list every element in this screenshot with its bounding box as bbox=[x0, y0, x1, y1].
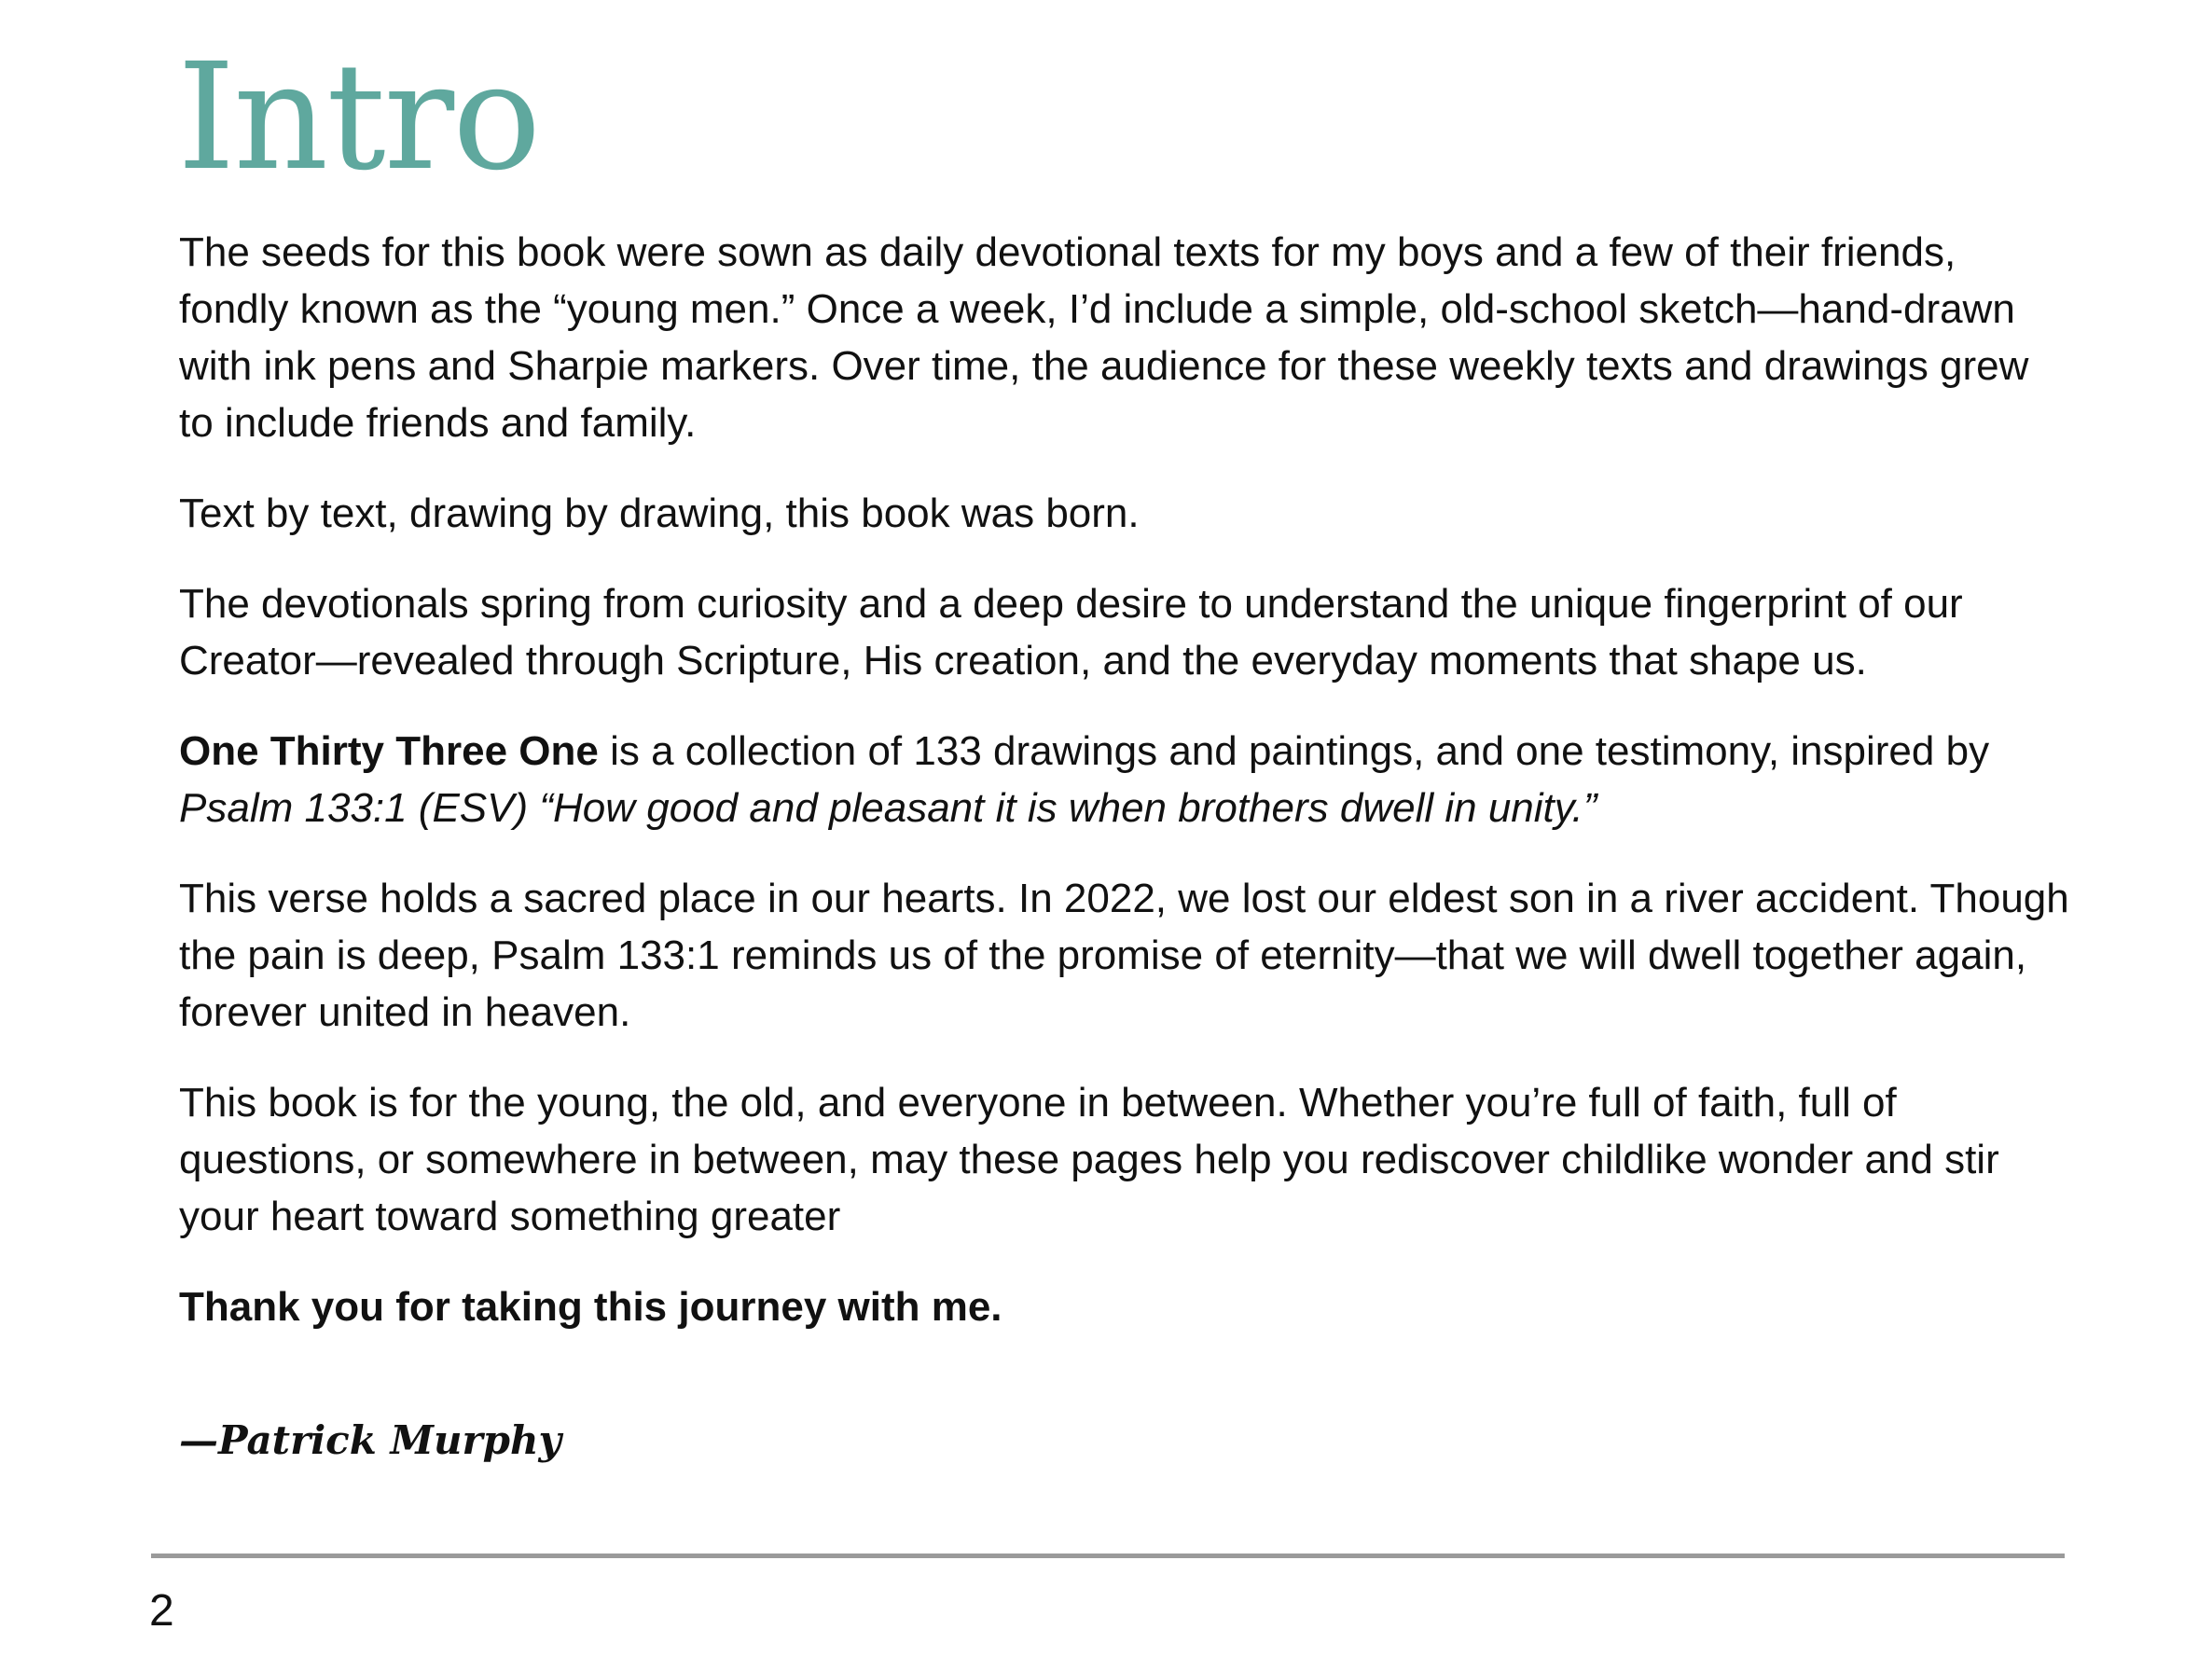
collection-text: is a collection of 133 drawings and paintings, and one testimony, inspired by bbox=[598, 728, 1990, 774]
paragraph-seeds: The seeds for this book were sown as daily devotional texts for my boys and a few of their friends, fondly known as the “young men.” Once a week, I’d include a simple, old-school sketch—hand-drawn with ink pens and Sharpie markers. Over time, the audience for these weekly texts and drawings grew to include friends and family. bbox=[179, 229, 2029, 446]
paragraph-born: Text by text, drawing by drawing, this book was born. bbox=[179, 490, 1140, 536]
paragraph-devotionals: The devotionals spring from curiosity and a deep desire to understand the unique fingerprint of our Creator—revealed through Scripture, His creation, and the everyday moments that shape us. bbox=[179, 581, 1963, 684]
closing-line: Thank you for taking this journey with me. bbox=[179, 1284, 1002, 1330]
paragraph-verse-meaning: This verse holds a sacred place in our hearts. In 2022, we lost our eldest son in a river accident. Though the pain is deep, Psalm 133:1 reminds us of the promise of eternity—that we will dwell together again, forever united in heaven. bbox=[179, 876, 2069, 1035]
paragraph-audience: This book is for the young, the old, and everyone in between. Whether you’re full of faith, full of questions, or somewhere in between, may these pages help you rediscover childlike wonder and stir your heart toward something greater bbox=[179, 1080, 1999, 1239]
page-number: 2 bbox=[149, 1586, 174, 1636]
intro-body bbox=[179, 224, 2072, 1369]
paragraph-collection bbox=[179, 723, 2072, 836]
footer-divider bbox=[151, 1554, 2065, 1558]
verse-quote: Psalm 133:1 (ESV) “How good and pleasant it is when brothers dwell in unity.” bbox=[179, 785, 1597, 831]
book-title: One Thirty Three One bbox=[179, 728, 599, 774]
author-signature: —Patrick Murphy bbox=[179, 1417, 561, 1463]
page-title: Intro bbox=[177, 32, 540, 203]
